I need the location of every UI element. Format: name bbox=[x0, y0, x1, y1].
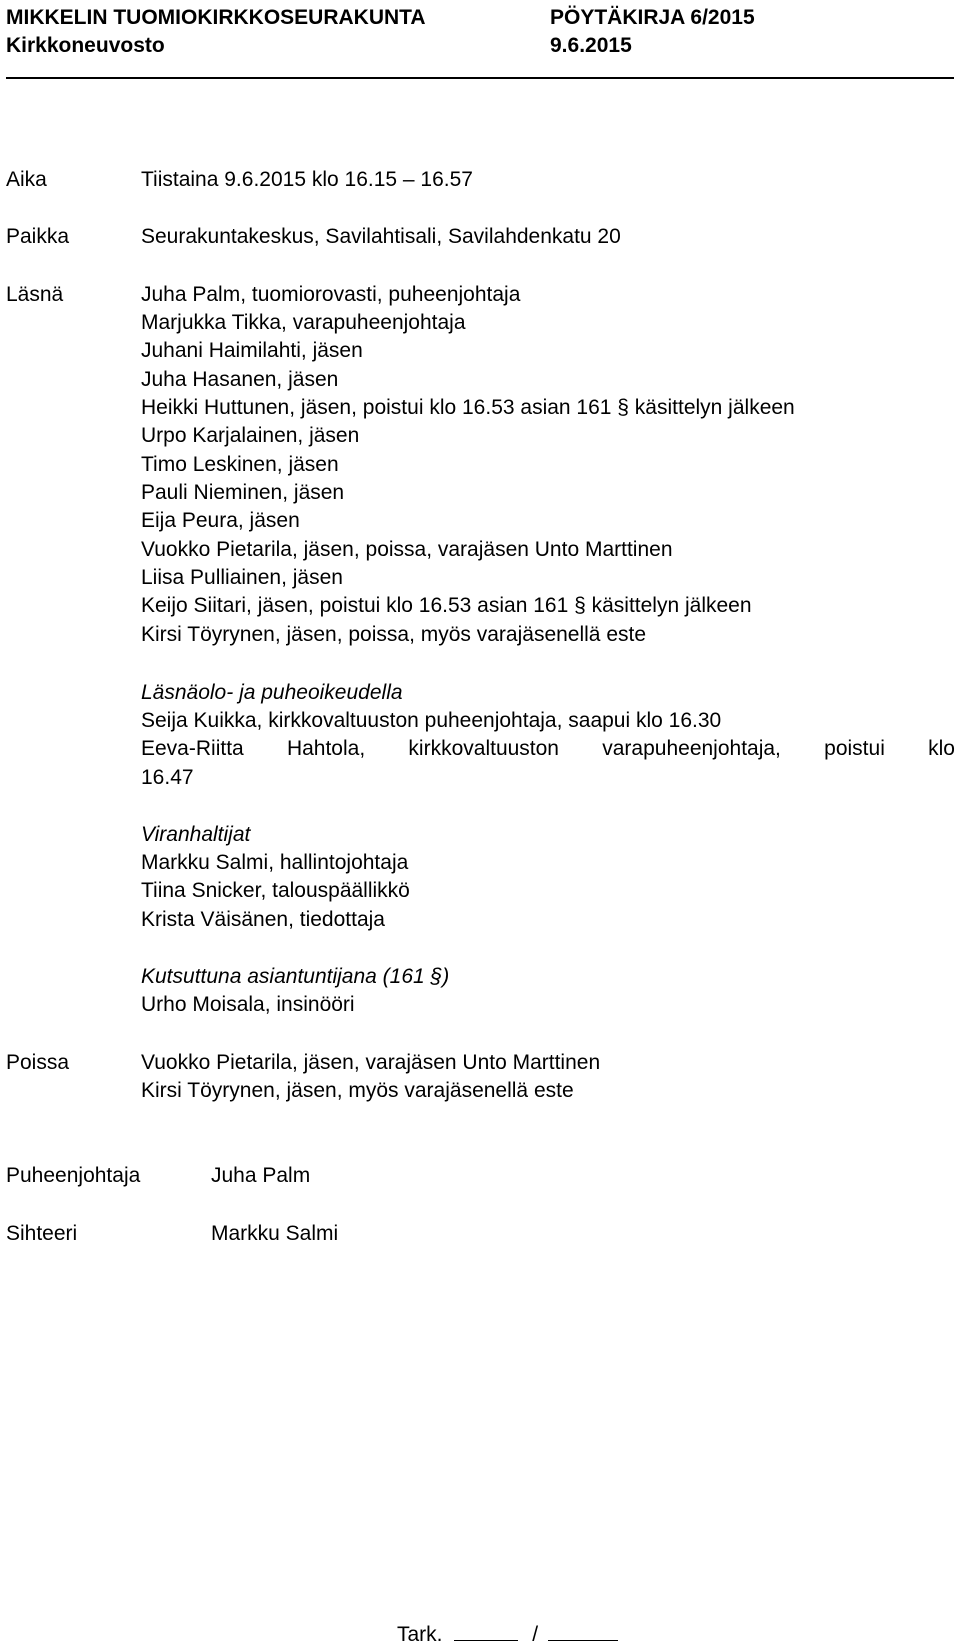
secretary-label: Sihteeri bbox=[6, 1222, 78, 1245]
speaking-rights-heading: Läsnäolo- ja puheoikeudella bbox=[141, 681, 403, 704]
expert-line: Urho Moisala, insinööri bbox=[141, 993, 355, 1016]
lasna-label: Läsnä bbox=[6, 283, 64, 306]
expert-heading: Kutsuttuna asiantuntijana (161 §) bbox=[141, 965, 450, 988]
speaking-line: 16.47 bbox=[141, 766, 194, 789]
initials-blank-2 bbox=[548, 1620, 618, 1641]
member-line: Juha Hasanen, jäsen bbox=[141, 368, 339, 391]
member-line: Keijo Siitari, jäsen, poistui klo 16.53 asian 161 § käsittelyn jälkeen bbox=[141, 594, 752, 617]
member-line: Vuokko Pietarila, jäsen, poissa, varajäsen Unto Marttinen bbox=[141, 538, 673, 561]
member-line: Juha Palm, tuomiorovasti, puheenjohtaja bbox=[141, 283, 521, 306]
initials-blank-1 bbox=[454, 1620, 518, 1641]
speaking-line-word: varapuheenjohtaja, bbox=[602, 737, 781, 760]
tark-label: Tark. bbox=[397, 1623, 443, 1646]
member-line: Liisa Pulliainen, jäsen bbox=[141, 566, 343, 589]
speaking-line-word: Hahtola, bbox=[286, 737, 366, 760]
aika-label: Aika bbox=[6, 168, 47, 191]
member-line: Kirsi Töyrynen, jäsen, poissa, myös varajäsenellä este bbox=[141, 623, 647, 646]
member-line: Juhani Haimilahti, jäsen bbox=[141, 339, 363, 362]
checked-by-footer bbox=[397, 1620, 618, 1649]
member-line: Eija Peura, jäsen bbox=[141, 509, 300, 532]
speaking-line-word: kirkkovaltuuston bbox=[408, 737, 559, 760]
speaking-line: Seija Kuikka, kirkkovaltuuston puheenjohtaja, saapui klo 16.30 bbox=[141, 709, 722, 732]
member-line: Urpo Karjalainen, jäsen bbox=[141, 424, 360, 447]
aika-value: Tiistaina 9.6.2015 klo 16.15 – 16.57 bbox=[141, 168, 473, 191]
paikka-value: Seurakuntakeskus, Savilahtisali, Savilahdenkatu 20 bbox=[141, 225, 621, 248]
officials-heading: Viranhaltijat bbox=[141, 823, 251, 846]
member-line: Heikki Huttunen, jäsen, poistui klo 16.53 asian 161 § käsittelyn jälkeen bbox=[141, 396, 795, 419]
speaking-line-word: Eeva-Riitta bbox=[141, 737, 244, 760]
member-line: Pauli Nieminen, jäsen bbox=[141, 481, 345, 504]
chair-name: Juha Palm bbox=[211, 1164, 311, 1187]
member-line: Marjukka Tikka, varapuheenjohtaja bbox=[141, 311, 466, 334]
speaking-line bbox=[141, 735, 955, 763]
paikka-label: Paikka bbox=[6, 225, 70, 248]
document-number: PÖYTÄKIRJA 6/2015 bbox=[550, 6, 755, 29]
chair-label: Puheenjohtaja bbox=[6, 1164, 141, 1187]
meeting-date: 9.6.2015 bbox=[550, 34, 632, 57]
absent-line: Vuokko Pietarila, jäsen, varajäsen Unto Marttinen bbox=[141, 1051, 601, 1074]
speaking-line-word: poistui bbox=[824, 737, 885, 760]
poissa-label: Poissa bbox=[6, 1051, 70, 1074]
official-line: Tiina Snicker, talouspäällikkö bbox=[141, 879, 410, 902]
official-line: Markku Salmi, hallintojohtaja bbox=[141, 851, 409, 874]
meeting-body: Kirkkoneuvosto bbox=[6, 34, 165, 57]
organization-name: MIKKELIN TUOMIOKIRKKOSEURAKUNTA bbox=[6, 6, 426, 29]
official-line: Krista Väisänen, tiedottaja bbox=[141, 908, 385, 931]
header-divider bbox=[6, 77, 954, 79]
document-header bbox=[6, 4, 954, 60]
member-line: Timo Leskinen, jäsen bbox=[141, 453, 339, 476]
absent-line: Kirsi Töyrynen, jäsen, myös varajäsenellä este bbox=[141, 1079, 574, 1102]
separator: / bbox=[532, 1623, 539, 1646]
secretary-name: Markku Salmi bbox=[211, 1222, 339, 1245]
speaking-line-word: klo bbox=[928, 737, 955, 760]
